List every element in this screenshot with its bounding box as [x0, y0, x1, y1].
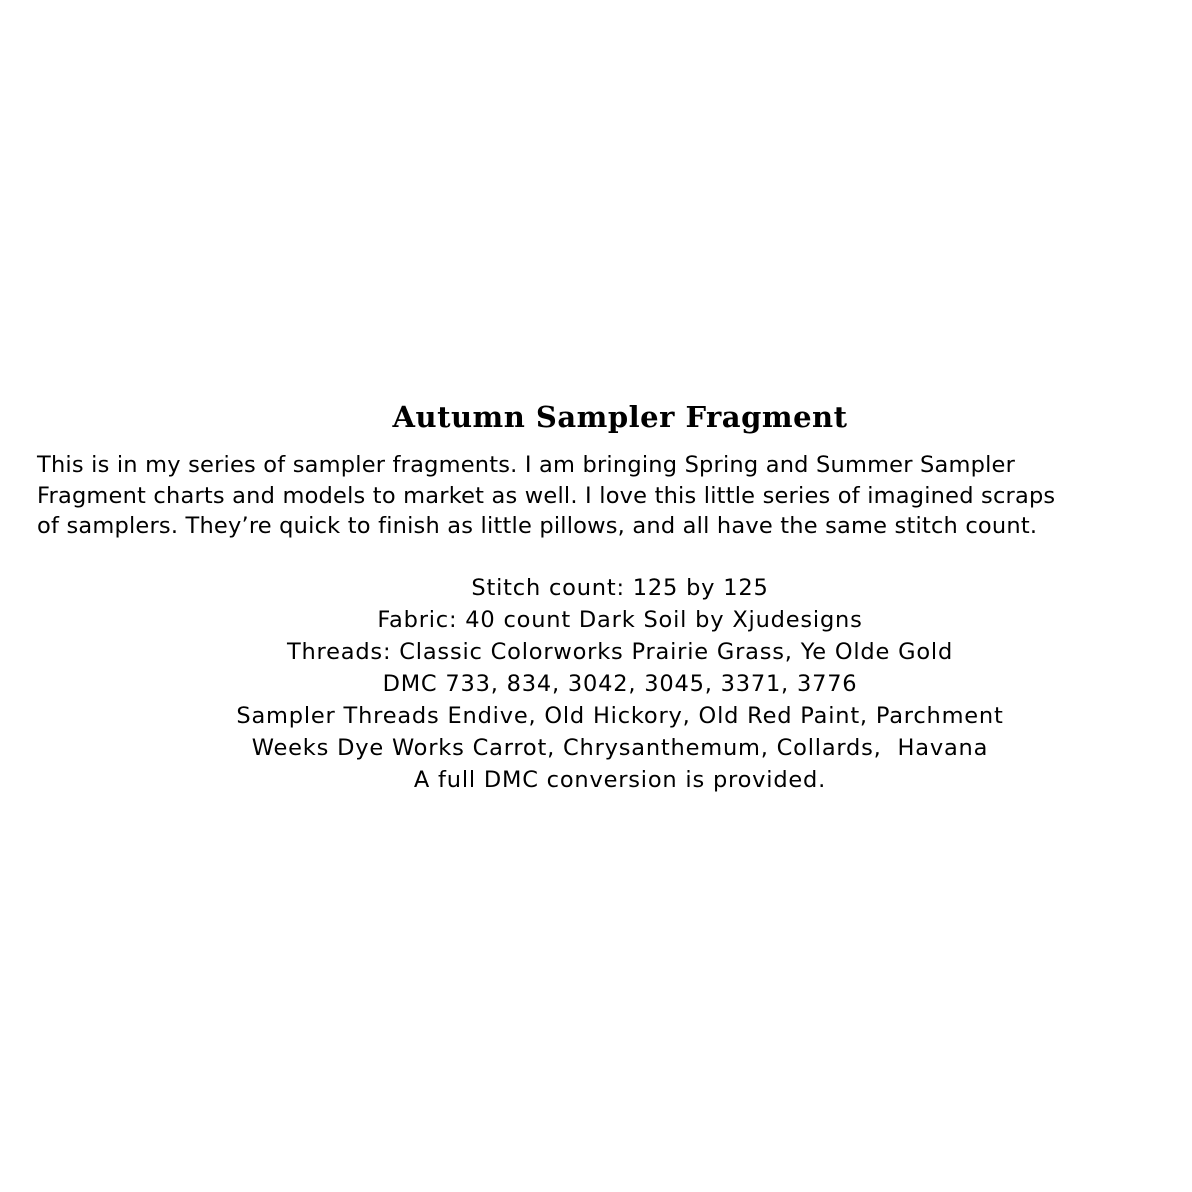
intro-line: of samplers. They’re quick to finish as little pillows, and all have the same stitch count. [37, 513, 1038, 539]
intro-paragraph [37, 450, 1187, 542]
stitch-count: Stitch count: 125 by 125 [471, 575, 769, 601]
dmc-threads: DMC 733, 834, 3042, 3045, 3371, 3776 [382, 671, 858, 697]
fabric: Fabric: 40 count Dark Soil by Xjudesigns [377, 607, 863, 633]
weeks-dye-works-threads: Weeks Dye Works Carrot, Chrysanthemum, Collards, Havana [251, 735, 989, 761]
dmc-conversion-note: A full DMC conversion is provided. [413, 767, 827, 793]
intro-line: Fragment charts and models to market as well. I love this little series of imagined scraps [37, 482, 1056, 509]
threads: Threads: Classic Colorworks Prairie Grass, Ye Olde Gold [286, 639, 954, 665]
sampler-threads: Sampler Threads Endive, Old Hickory, Old Red Paint, Parchment [236, 703, 1004, 729]
document-title: Autumn Sampler Fragment [392, 400, 848, 434]
details-block [0, 572, 1192, 796]
intro-line: This is in my series of sampler fragments. I am bringing Spring and Summer Sampler [37, 452, 1016, 478]
